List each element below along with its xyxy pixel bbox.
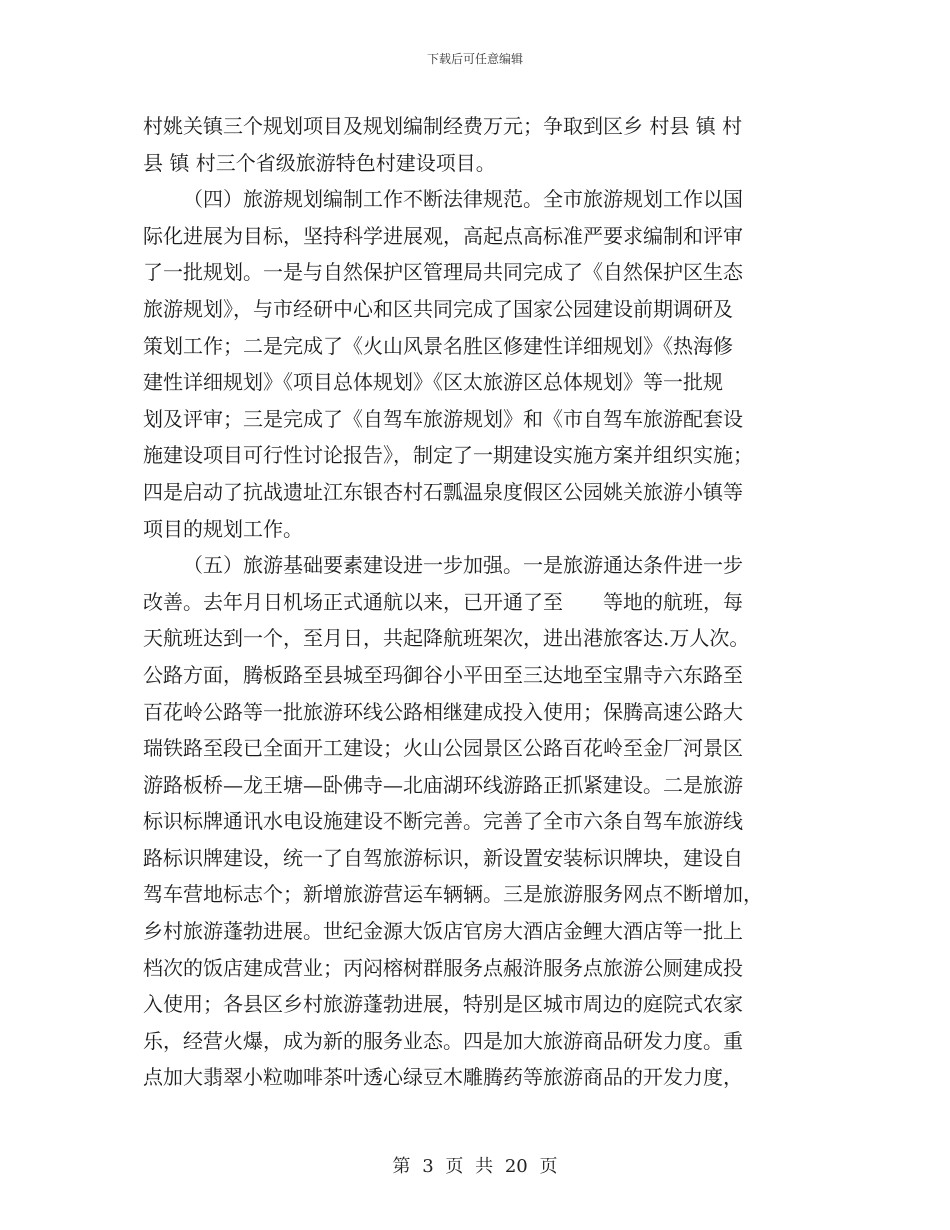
text-line: 村姚关镇三个规划项目及规划编制经费万元；争取到区乡 村县 镇 村 — [143, 114, 743, 138]
text-line: 了一批规划。一是与自然保护区管理局共同完成了《自然保护区生态 — [143, 260, 743, 285]
text-line: 建性详细规划》《项目总体规划》《区太旅游区总体规划》等一批规 — [143, 370, 723, 395]
text-line: 策划工作；二是完成了《火山风景名胜区修建性详细规划》《热海修 — [143, 333, 733, 358]
paragraph-start-line: （五）旅游基础要素建设进一步加强。一是旅游通达条件进一步 — [183, 553, 743, 578]
text-line: 点加大翡翠小粒咖啡茶叶透心绿豆木雕腾药等旅游商品的开发力度， — [143, 1065, 743, 1090]
text-line: 档次的饭店建成营业；丙闷榕树群服务点赧浒服务点旅游公厕建成投 — [143, 955, 743, 980]
text-line: 施建设项目可行性讨论报告》，制定了一期建设实施方案并组织实施； — [143, 443, 753, 468]
text-line: 划及评审；三是完成了《自驾车旅游规划》和《市自驾车旅游配套设 — [143, 406, 743, 431]
text-line: 县 镇 村三个省级旅游特色村建设项目。 — [143, 150, 496, 175]
text-line: 游路板桥—龙王塘—卧佛寺—北庙湖环线游路正抓紧建设。二是旅游 — [143, 772, 743, 797]
text-line: 乐，经营火爆，成为新的服务业态。四是加大旅游商品研发力度。重 — [143, 1028, 743, 1053]
text-line: 标识标牌通讯水电设施建设不断完善。完善了全市六条自驾车旅游线 — [143, 809, 743, 834]
paragraph-start-line: （四）旅游规划编制工作不断法律规范。全市旅游规划工作以国 — [183, 187, 743, 212]
text-line: 百花岭公路等一批旅游环线公路相继建成投入使用；保腾高速公路大 — [143, 699, 743, 724]
text-line: 驾车营地标志个；新增旅游营运车辆辆。三是旅游服务网点不断增加， — [143, 882, 763, 907]
page-header: 下载后可任意编辑 — [426, 52, 523, 66]
text-line: 瑞铁路至段已全面开工建设；火山公园景区公路百花岭至金厂河景区 — [143, 736, 743, 761]
text-line: 旅游规划》，与市经研中心和区共同完成了国家公园建设前期调研及 — [143, 296, 733, 321]
text-line: 公路方面，腾板路至县城至玛御谷小平田至三达地至宝鼎寺六东路至 — [143, 662, 743, 687]
text-line: 际化进展为目标，坚持科学进展观，高起点高标准严要求编制和评审 — [143, 223, 743, 248]
text-line: 项目的规划工作。 — [143, 516, 303, 541]
document-body — [143, 108, 807, 1096]
text-line: 改善。去年月日机场正式通航以来，已开通了至 等地的航班，每 — [143, 589, 743, 614]
text-line: 四是启动了抗战遗址江东银杏村石瓢温泉度假区公园姚关旅游小镇等 — [143, 479, 743, 504]
text-line: 入使用；各县区乡村旅游蓬勃进展，特别是区城市周边的庭院式农家 — [143, 992, 743, 1017]
text-line: 天航班达到一个，至月日，共起降航班架次，进出港旅客达.万人次。 — [143, 626, 750, 651]
text-line: 路标识牌建设，统一了自驾旅游标识，新设置安装标识牌块，建设自 — [143, 845, 743, 870]
page-number-footer: 第 3 页 共 20 页 — [392, 1156, 558, 1177]
text-line: 乡村旅游蓬勃进展。世纪金源大饭店官房大酒店金鲤大酒店等一批上 — [143, 919, 743, 944]
